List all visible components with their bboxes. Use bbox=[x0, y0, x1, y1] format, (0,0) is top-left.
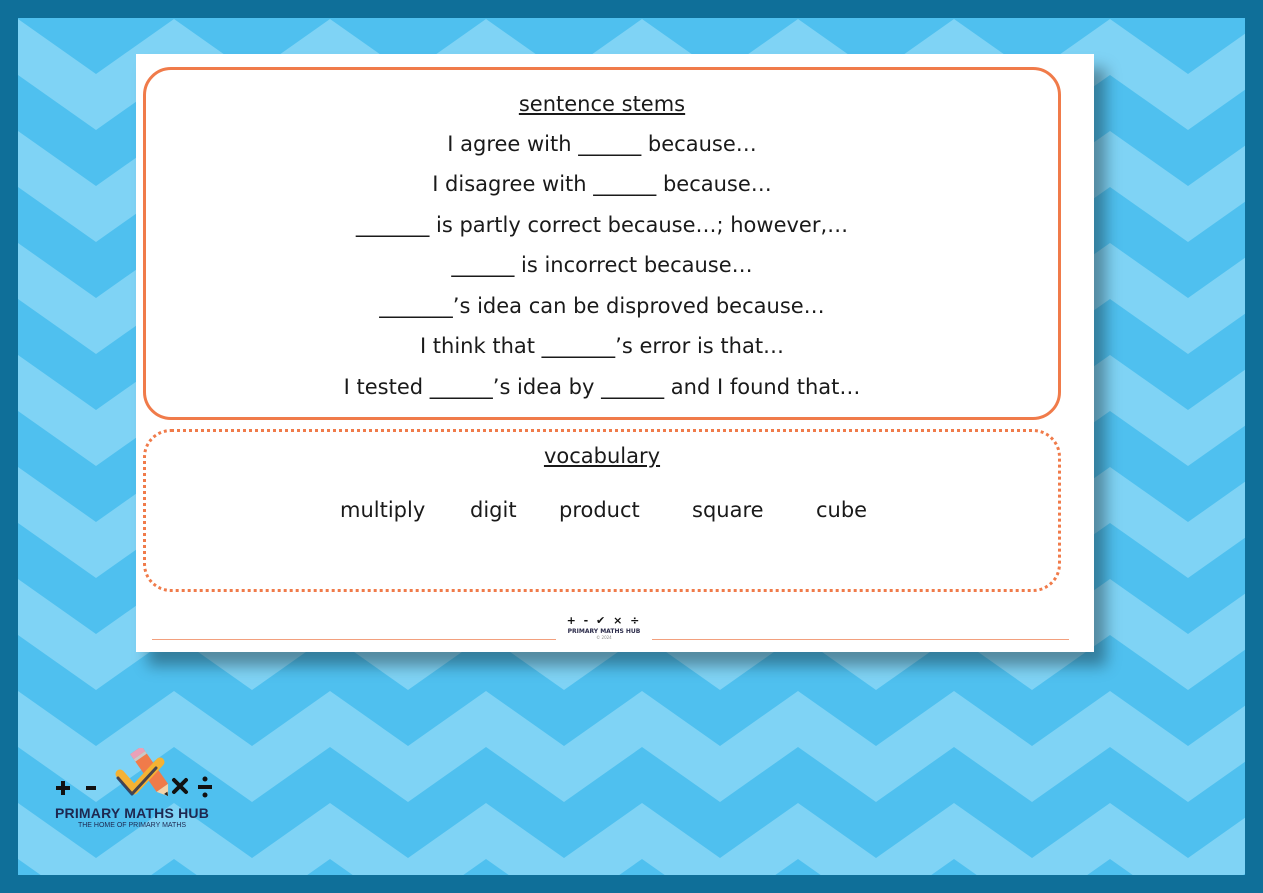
stem-line: ______ is incorrect because… bbox=[451, 253, 753, 277]
stem-line: _______’s idea can be disproved because… bbox=[379, 294, 825, 318]
footer-brand-text: PRIMARY MATHS HUB bbox=[567, 628, 641, 635]
vocab-word: square bbox=[692, 498, 764, 522]
footer-math-symbols: + - ✔ × ÷ bbox=[566, 614, 642, 627]
sentence-stems-title: sentence stems bbox=[518, 92, 686, 116]
footer-logo bbox=[556, 614, 652, 650]
sentence-stems-panel bbox=[143, 67, 1061, 420]
stem-line: _______ is partly correct because…; however,… bbox=[355, 213, 849, 237]
math-symbols-icon bbox=[52, 748, 222, 808]
brand-tagline: THE HOME OF PRIMARY MATHS bbox=[77, 822, 187, 829]
stem-line: I think that _______’s error is that… bbox=[419, 334, 785, 358]
vocab-word: product bbox=[559, 498, 640, 522]
worksheet-slide bbox=[136, 54, 1094, 652]
vocabulary-title: vocabulary bbox=[543, 444, 661, 468]
vocab-word: digit bbox=[470, 498, 517, 522]
stem-line: I agree with ______ because… bbox=[447, 132, 757, 156]
vocabulary-panel bbox=[143, 429, 1061, 592]
vocab-word: cube bbox=[816, 498, 868, 522]
brand-name: PRIMARY MATHS HUB bbox=[54, 805, 210, 821]
footer-divider bbox=[650, 639, 1069, 640]
footer-copyright: © 2024 bbox=[596, 635, 612, 640]
vocab-word: multiply bbox=[340, 498, 426, 522]
brand-logo bbox=[42, 748, 222, 834]
stem-line: I tested ______’s idea by ______ and I found that… bbox=[343, 375, 861, 399]
stem-line: I disagree with ______ because… bbox=[432, 172, 772, 196]
